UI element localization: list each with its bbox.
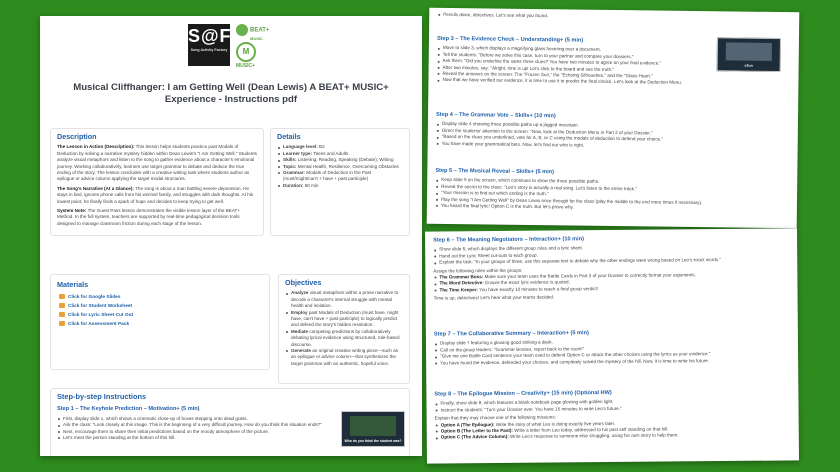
- option-item: Option A (The Epilogue): Write the story of what Leo is doing exactly five years later.: [435, 419, 791, 429]
- role-item: The Grammar Boss: Make sure your team uses the Battle Cards in Part 3 of your Dossier to correctly format your arguments.: [433, 271, 789, 281]
- description-paragraph-1: The Lesson in Action (Description): This lesson helps students practice past Modals of Deduction by solving a narrative mystery hidden within Dean Lewis's "I Am Getting Well." Students analyze visual metaphors and listen to the song to gather evidence about a character's emotional journey. Working collaboratively, learners use target grammar to debate and deduce the true ending of the story. The lesson concludes with a creative writing task where students author an epilogue or advice column applying the target modal structures.: [57, 144, 257, 182]
- step-4-section: [436, 112, 790, 151]
- step-1-item: Next, encourage them to share their initial predictions based on the moody atmosphere of the picture.: [57, 429, 337, 435]
- step-3-heading: Step 3 – The Evidence Check – Understanding+ (5 min): [436, 35, 584, 44]
- step-4-item: Display slide 4 showing three possible paths up a jagged mountain.: [436, 121, 790, 132]
- objectives-heading: Objectives: [285, 278, 322, 287]
- step-3-slide-thumbnail: [717, 37, 781, 72]
- saf-logo-text: S@F: [188, 26, 232, 46]
- saf-logo-subtitle: Song Activity Factory: [190, 48, 228, 52]
- step-7-item: Display slide 7 featuring a glowing good striking a desk.: [434, 338, 790, 348]
- step-4-list: [436, 121, 790, 151]
- step-7-item: "Give me one Battle Card sentence your team used to defend Option C or attack the other choices using the lyrics as your evidence.": [434, 351, 790, 361]
- step-6-item: Explain the task: "In your groups of three, use this separate text to debate why the other endings were wrong based on Leo's exact words.": [433, 257, 789, 267]
- details-item: Learner type: Teens and Adults: [277, 151, 403, 157]
- steps-heading: Step-by-step Instructions: [57, 392, 147, 401]
- step-5-item: "Your mission is to find out which ending is the truth.": [435, 190, 789, 201]
- step-6-section: [433, 234, 790, 302]
- top-line-list: [437, 12, 791, 23]
- details-item: Skills: Listening, Reading, Speaking (Debate), Writing: [277, 157, 403, 163]
- step-1-item: First, display slide 1, which shows a cinematic close-up of boxes stepping onto dead grass.: [57, 416, 337, 422]
- document-page-steps-6-8: [425, 228, 799, 463]
- document-page-steps-3-5: [427, 8, 800, 229]
- material-link-assessment-pack[interactable]: Click for Assessment Pack: [57, 320, 263, 329]
- step-4-item: "Based on the clues you underlined, vote for A, B, or C using the modals of deduction to defend your choice.": [436, 134, 790, 145]
- step-1-list: [57, 416, 337, 442]
- step-7-item: Call on the group leaders: "Grammar Bosses, report back to the room!": [434, 344, 790, 354]
- options-list: [435, 419, 791, 441]
- step-3-item: Ask them: "Did you underline the same three clues? You have two minutes to agree on your final evidence.": [437, 58, 707, 68]
- step-3-list: [436, 45, 706, 87]
- details-heading: Details: [277, 132, 301, 141]
- step-5-heading: Step 5 – The Musical Reveal – Skills+ (5 min): [435, 167, 554, 176]
- step-4-item: You have made your grammatical bets. Now, let's find out who is right.: [436, 140, 790, 151]
- materials-heading: Materials: [57, 280, 89, 289]
- step-3-item: Tell the students: "Before we solve this case, turn to your partner and compare your dossiers.": [437, 52, 707, 62]
- details-item: Grammar: Modals of Deduction in the Past (must/might/can't + have + past participle): [277, 170, 403, 183]
- details-item: Topic: Mental Health, Resilience, Overcoming Obstacles: [277, 164, 403, 170]
- description-paragraph-2: The Song's Narrative (At a Glance): The song is about a man battling severe depression. He stays in bed, ignores phone calls from his worried family, and struggles with dark thoughts. At his lowest point, he finally finds a spark of hope and decides to keep trying to get well.: [57, 185, 254, 204]
- pencil-icon: [59, 312, 65, 317]
- music-plus-logo: M: [236, 42, 256, 62]
- option-item: Option B (The Letter to the Past): Write a letter from Leo today, addressed to his past self standing on that hill.: [435, 425, 791, 435]
- roles-list: [433, 271, 789, 293]
- step-5-item: You heard the final lyric! Option C is the truth. But let's prove why.: [435, 203, 789, 214]
- beat-circle-icon: [236, 24, 248, 36]
- step-8-item: Finally, show slide 8, which features a blank notebook page glowing with golden light.: [434, 398, 790, 408]
- step-3-item: After two minutes, say: "Alright, time is up! Let's click to the board and see the truth.": [437, 64, 707, 74]
- objective-item: Mediate competing predictions by collaboratively debating lyrical evidence using structured, role-based discourse.: [285, 329, 403, 348]
- step-1-item: Ask the class: "Look closely at this image. This is the beginning of a very difficult journey. How do you think this situation ends?": [57, 422, 337, 428]
- step-6-item: Show slide 6, which displays the different group roles and a lyric sheet.: [433, 244, 789, 254]
- music-plus-logo-text: MUSIC+: [236, 63, 256, 69]
- step-8-heading: Step 8 – The Epilogue Mission – Creativity+ (15 min) (Optional HW): [434, 390, 612, 398]
- role-item: The Time Keeper: You have exactly 10 minutes to reach a final group verdict!: [433, 284, 789, 294]
- material-link-worksheet[interactable]: Click for Student Worksheet: [57, 302, 263, 311]
- materials-list: [57, 293, 263, 329]
- document-page-main: [40, 16, 422, 456]
- objective-item: Employ past Modals of Deduction (must have, might have, can't have + past participle) to logically predict and defend the story's hidden resolution.: [285, 310, 403, 329]
- beat-logo-text: BEAT+: [250, 27, 270, 34]
- objectives-list: [285, 290, 403, 367]
- top-line-item: Pencils down, detectives. Let's see what you found.: [437, 12, 791, 23]
- step-5-item: Keep slide 5 on the screen, which continues to show the three possible paths.: [435, 177, 789, 188]
- time-up-text: Time is up, detectives! Let's hear what your teams decided.: [433, 294, 555, 301]
- step-5-item: Reveal the secret to the class: "Leo's story is actually a real song. Let's listen to the entire track.": [435, 184, 789, 195]
- description-heading: Description: [57, 132, 97, 141]
- logo-group: [188, 24, 298, 84]
- step-7-list: [434, 338, 790, 367]
- pencil-icon: [59, 294, 65, 299]
- step-4-item: Direct the students' attention to the screen: "Now, look at the Deduction Menu in Part 2 of your Dossier.": [436, 128, 790, 139]
- step-3-item: Now that we have verified our evidence, it is time to use it to predict the final choice. Let's look at the Deduction Menu.: [436, 77, 706, 87]
- saf-logo: [188, 24, 230, 66]
- beat-logo: [236, 24, 276, 40]
- option-item: Option C (The Advice Column): Write Leo's response to someone else struggling, using his own story to help them.: [435, 432, 791, 442]
- objectives-card: [278, 274, 410, 384]
- details-item: Duration: 60 min: [277, 183, 403, 189]
- step-5-section: [435, 168, 789, 214]
- description-card: [50, 128, 264, 236]
- step-3-item: Move to slide 3, which displays a magnifying glass hovering over a document.: [437, 45, 707, 55]
- material-link-google-slides[interactable]: Click for Google Slides: [57, 293, 263, 302]
- step-4-heading: Step 4 – The Grammar Vote – Skills+ (10 min): [435, 111, 556, 120]
- step-3-section: [436, 36, 707, 87]
- options-intro: Explain that they may choose one of the following missions:: [434, 414, 556, 421]
- step-7-section: [434, 328, 790, 366]
- role-item: The Word Detective: Ensure the exact lyric evidence is quoted.: [433, 278, 789, 288]
- step-5-item: Play the song "I Am Getting Well" by Dean Lewis once through for the class (play the middle to the end more times if necessary).: [435, 196, 789, 207]
- material-link-lyric-sheet[interactable]: Click for Lyric Sheet Cut Out: [57, 311, 263, 320]
- document-title: Musical Cliffhanger: I am Getting Well (Dean Lewis) A BEAT+ MUSIC+ Experience - Instructions pdf: [73, 82, 389, 105]
- step-1-heading: Step 1 – The Keyhole Prediction – Motivation+ (5 min): [57, 406, 200, 413]
- step-5-list: [435, 177, 789, 213]
- step-6-list: [433, 244, 789, 266]
- objective-item: Analyze visual metaphors within a prose narrative to decode a character's internal struggle with mental health and isolation.: [285, 290, 403, 309]
- thumbnail-caption: cSun: [744, 63, 753, 68]
- step-8-item: Instruct the students: "Turn your Dossier over. You have 15 minutes to write Leo's future.": [435, 404, 791, 414]
- pencil-icon: [59, 321, 65, 326]
- step-7-item: You have found the evidence, defended your choices, and completely solved the mystery of the hill. Now, it is time to write his future.: [434, 357, 790, 367]
- materials-card: [50, 274, 270, 370]
- step-3-item: Reveal the answers on the screen: The "Frozen Sun," the "Echoing Silhouettes," and the "Glass Heart.": [436, 71, 706, 81]
- step-8-section: [434, 388, 790, 441]
- pencil-icon: [59, 303, 65, 308]
- step-8-list: [434, 398, 790, 414]
- description-paragraph-3: System Note: The Guest Pass lesson demonstrates the visible lesson layer of the BEAT+ Method. In the full system, teachers are supported by real-time pedagogical decision tools designed to manage classroom friction during each stage of the lesson.: [57, 208, 241, 226]
- details-item: Language level: B2: [277, 144, 403, 150]
- step-6-heading: Step 6 – The Meaning Negotiators – Interaction+ (10 min): [433, 236, 584, 244]
- step-1-item: Let's meet the person standing at the bottom of this hill.: [57, 435, 337, 441]
- step-1-slide-thumbnail: [341, 411, 405, 447]
- roles-intro: Assign the following roles within the groups:: [433, 267, 523, 274]
- details-card: [270, 128, 410, 236]
- step-7-heading: Step 7 – The Collaborative Summary – Interaction+ (5 min): [433, 330, 589, 338]
- details-list: [277, 144, 403, 189]
- objective-item: Generate an original creative writing piece—such as an epilogue or advice column—that synthesizes the target grammar with an authentic, hopeful voice.: [285, 348, 403, 367]
- step-6-item: Hand out the Lyric Sheet cut-outs to each group.: [433, 250, 789, 260]
- thumbnail-caption: Who do you think the student was?: [344, 438, 402, 443]
- beat-logo-subtext: MUSIC: [250, 36, 263, 41]
- steps-card: [50, 388, 410, 456]
